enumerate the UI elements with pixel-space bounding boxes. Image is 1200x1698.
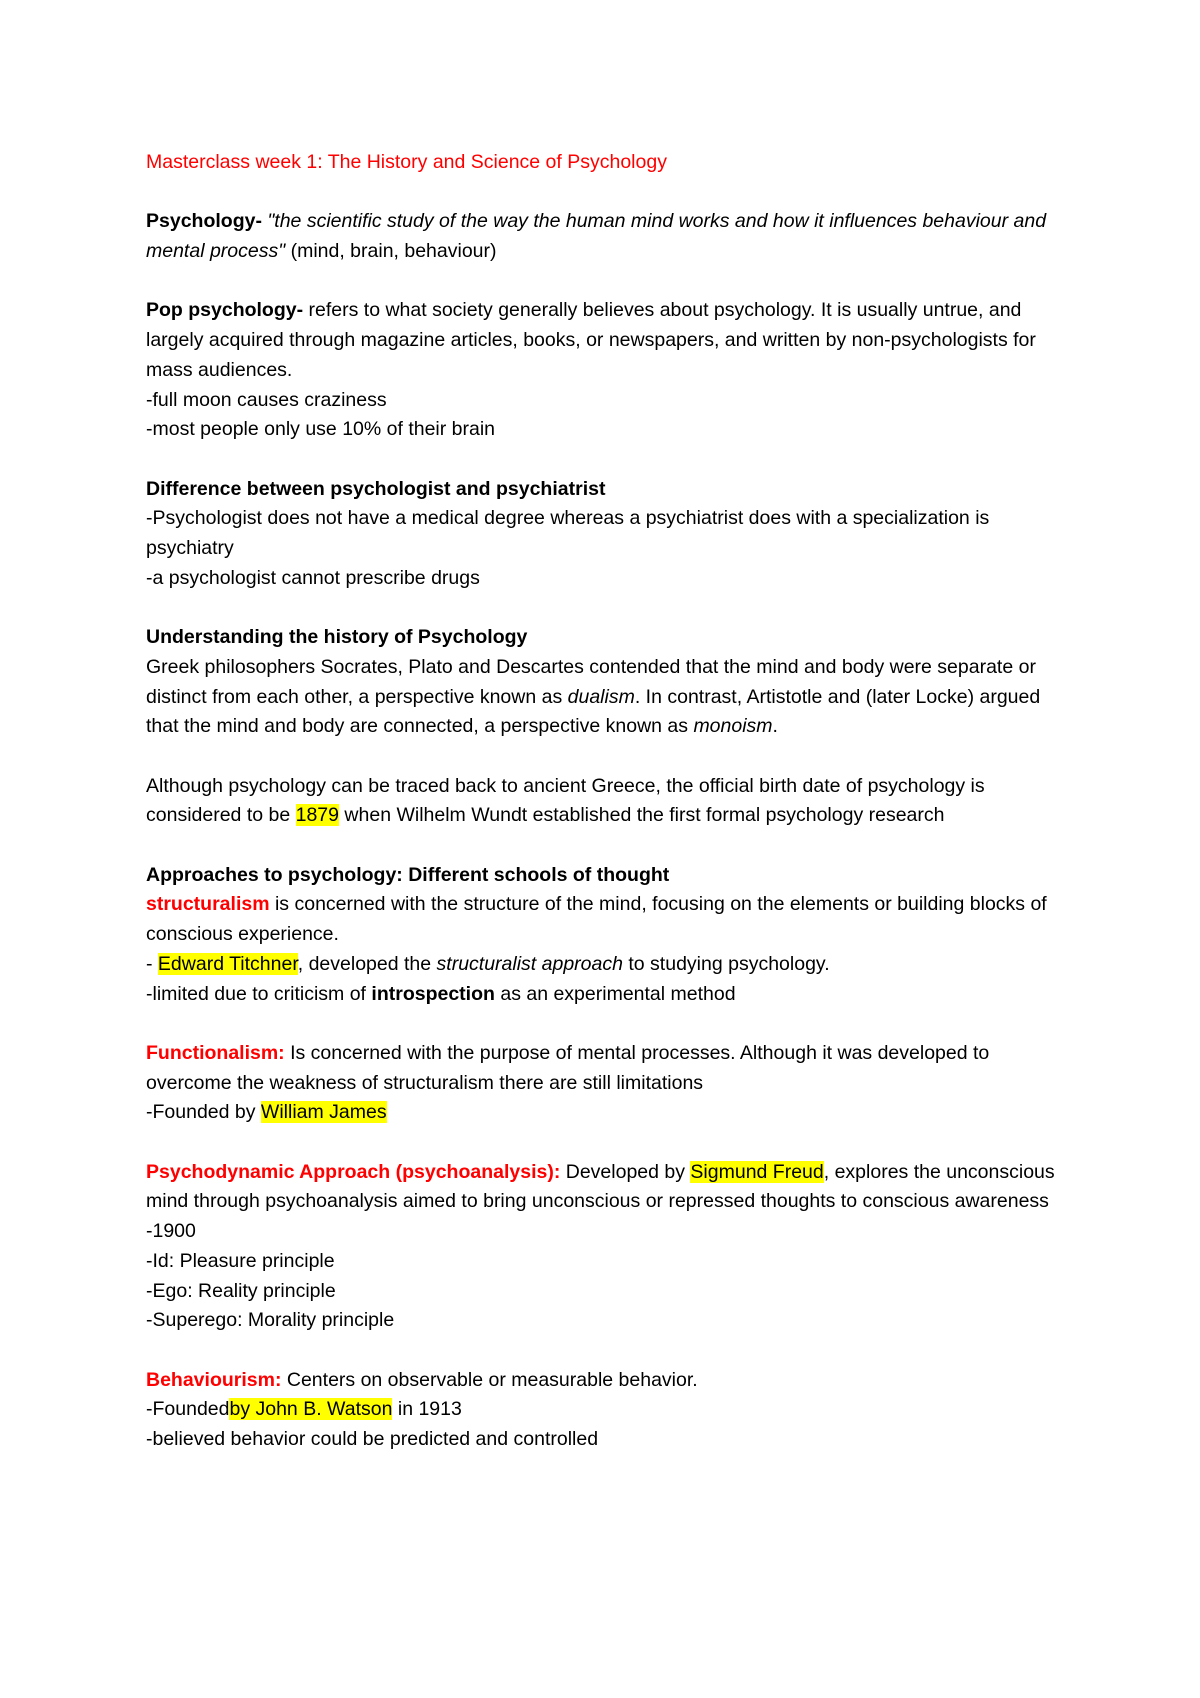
pop-text: refers to what society generally believes about psychology. It is usually untrue, and largely acquired through magazine articles, books, or newspapers, and written by non-psychologists for mass audiences. [146, 299, 1036, 381]
functionalism-text: Is concerned with the purpose of mental processes. Although it was developed to overcome the weakness of structuralism there are still limitations [146, 1041, 990, 1094]
behaviourism-paragraph [146, 1366, 1070, 1396]
pop-psychology-paragraph [146, 296, 1070, 385]
difference-bullet: -Psychologist does not have a medical degree whereas a psychiatrist does with a specialization is psychiatry [146, 507, 990, 560]
psychodynamic-term: Psychodynamic Approach (psychoanalysis): [146, 1160, 561, 1183]
psychodynamic-bullet: -1900 [146, 1220, 196, 1243]
structuralism-text: is concerned with the structure of the mind, focusing on the elements or building blocks of conscious experience. [146, 893, 1047, 946]
dualism-term: dualism [567, 685, 635, 708]
titchner-text-b: to studying psychology. [628, 952, 830, 975]
psychodynamic-text-a: Developed by [565, 1160, 685, 1183]
structuralism-limitation-line [146, 980, 1070, 1010]
pop-bullet: -most people only use 10% of their brain [146, 418, 496, 441]
definition-note: (mind, brain, behaviour) [290, 240, 497, 263]
birth-year-highlight: 1879 [295, 804, 339, 827]
history-paragraph-1 [146, 653, 1070, 742]
limitation-text-a: -limited due to criticism of [146, 982, 366, 1005]
behaviourism-text: Centers on observable or measurable behavior. [286, 1368, 698, 1391]
history-p1-text-a: Greek philosophers Socrates, Plato and Descartes contended that the mind and body were separate or distinct from each other, a perspective known as [146, 655, 1036, 708]
psychodynamic-text-b: , explores the unconscious mind through psychoanalysis aimed to bring unconscious or repressed thoughts to conscious awareness [146, 1160, 1055, 1213]
functionalism-paragraph [146, 1039, 1070, 1098]
history-p2-text-a: Although psychology can be traced back to ancient Greece, the official birth date of psychology is considered to be [146, 774, 985, 827]
founded-text: -Founded [146, 1398, 230, 1421]
approaches-heading: Approaches to psychology: Different schools of thought [146, 863, 670, 886]
functionalism-founder-line [146, 1098, 1070, 1128]
structuralist-approach-term: structuralist approach [436, 952, 623, 975]
freud-highlight: Sigmund Freud [690, 1160, 824, 1183]
difference-heading: Difference between psychologist and psychiatrist [146, 477, 606, 500]
william-james-highlight: William James [260, 1101, 387, 1124]
psychodynamic-paragraph [146, 1158, 1070, 1217]
behaviourism-bullet: -believed behavior could be predicted and controlled [146, 1428, 599, 1451]
psychodynamic-bullet: -Id: Pleasure principle [146, 1249, 335, 1272]
psychodynamic-bullet: -Superego: Morality principle [146, 1309, 395, 1332]
functionalism-term: Functionalism: [146, 1041, 285, 1064]
psychodynamic-bullet: -Ego: Reality principle [146, 1279, 336, 1302]
structuralism-titchner-line [146, 950, 1070, 980]
founded-year-text: in 1913 [397, 1398, 462, 1421]
definition-term: Psychology- [146, 210, 262, 233]
watson-highlight: by John B. Watson [229, 1398, 393, 1421]
history-p1-end: . [772, 715, 778, 738]
titchner-text-a: , developed the [297, 952, 432, 975]
limitation-text-c: as an experimental method [500, 982, 736, 1005]
psychology-definition [146, 207, 1070, 266]
title-text: Masterclass week 1: The History and Science of Psychology [146, 151, 667, 173]
structuralism-paragraph [146, 890, 1070, 949]
structuralism-term: structuralism [146, 893, 270, 916]
history-p1-text-b: . In contrast, Artistotle and (later Locke) argued that the mind and body are connected, a perspective known as [146, 685, 1041, 738]
history-paragraph-2 [146, 772, 1070, 831]
behaviourism-founder-line [146, 1395, 1070, 1425]
titchner-highlight: Edward Titchner [157, 952, 298, 975]
pop-term: Pop psychology- [146, 299, 304, 322]
difference-bullet: -a psychologist cannot prescribe drugs [146, 566, 480, 589]
document-title [146, 148, 1070, 178]
dash: - [146, 952, 153, 975]
pop-bullet: -full moon causes craziness [146, 388, 387, 411]
founded-by-text: -Founded by [146, 1101, 256, 1124]
monoism-term: monoism [693, 715, 773, 738]
behaviourism-term: Behaviourism: [146, 1368, 282, 1391]
introspection-term: introspection [371, 982, 495, 1005]
history-heading: Understanding the history of Psychology [146, 626, 528, 649]
history-p2-text-b: when Wilhelm Wundt established the first formal psychology research [344, 804, 945, 827]
definition-quote: "the scientific study of the way the human mind works and how it influences behaviour and mental process" [146, 210, 1047, 263]
